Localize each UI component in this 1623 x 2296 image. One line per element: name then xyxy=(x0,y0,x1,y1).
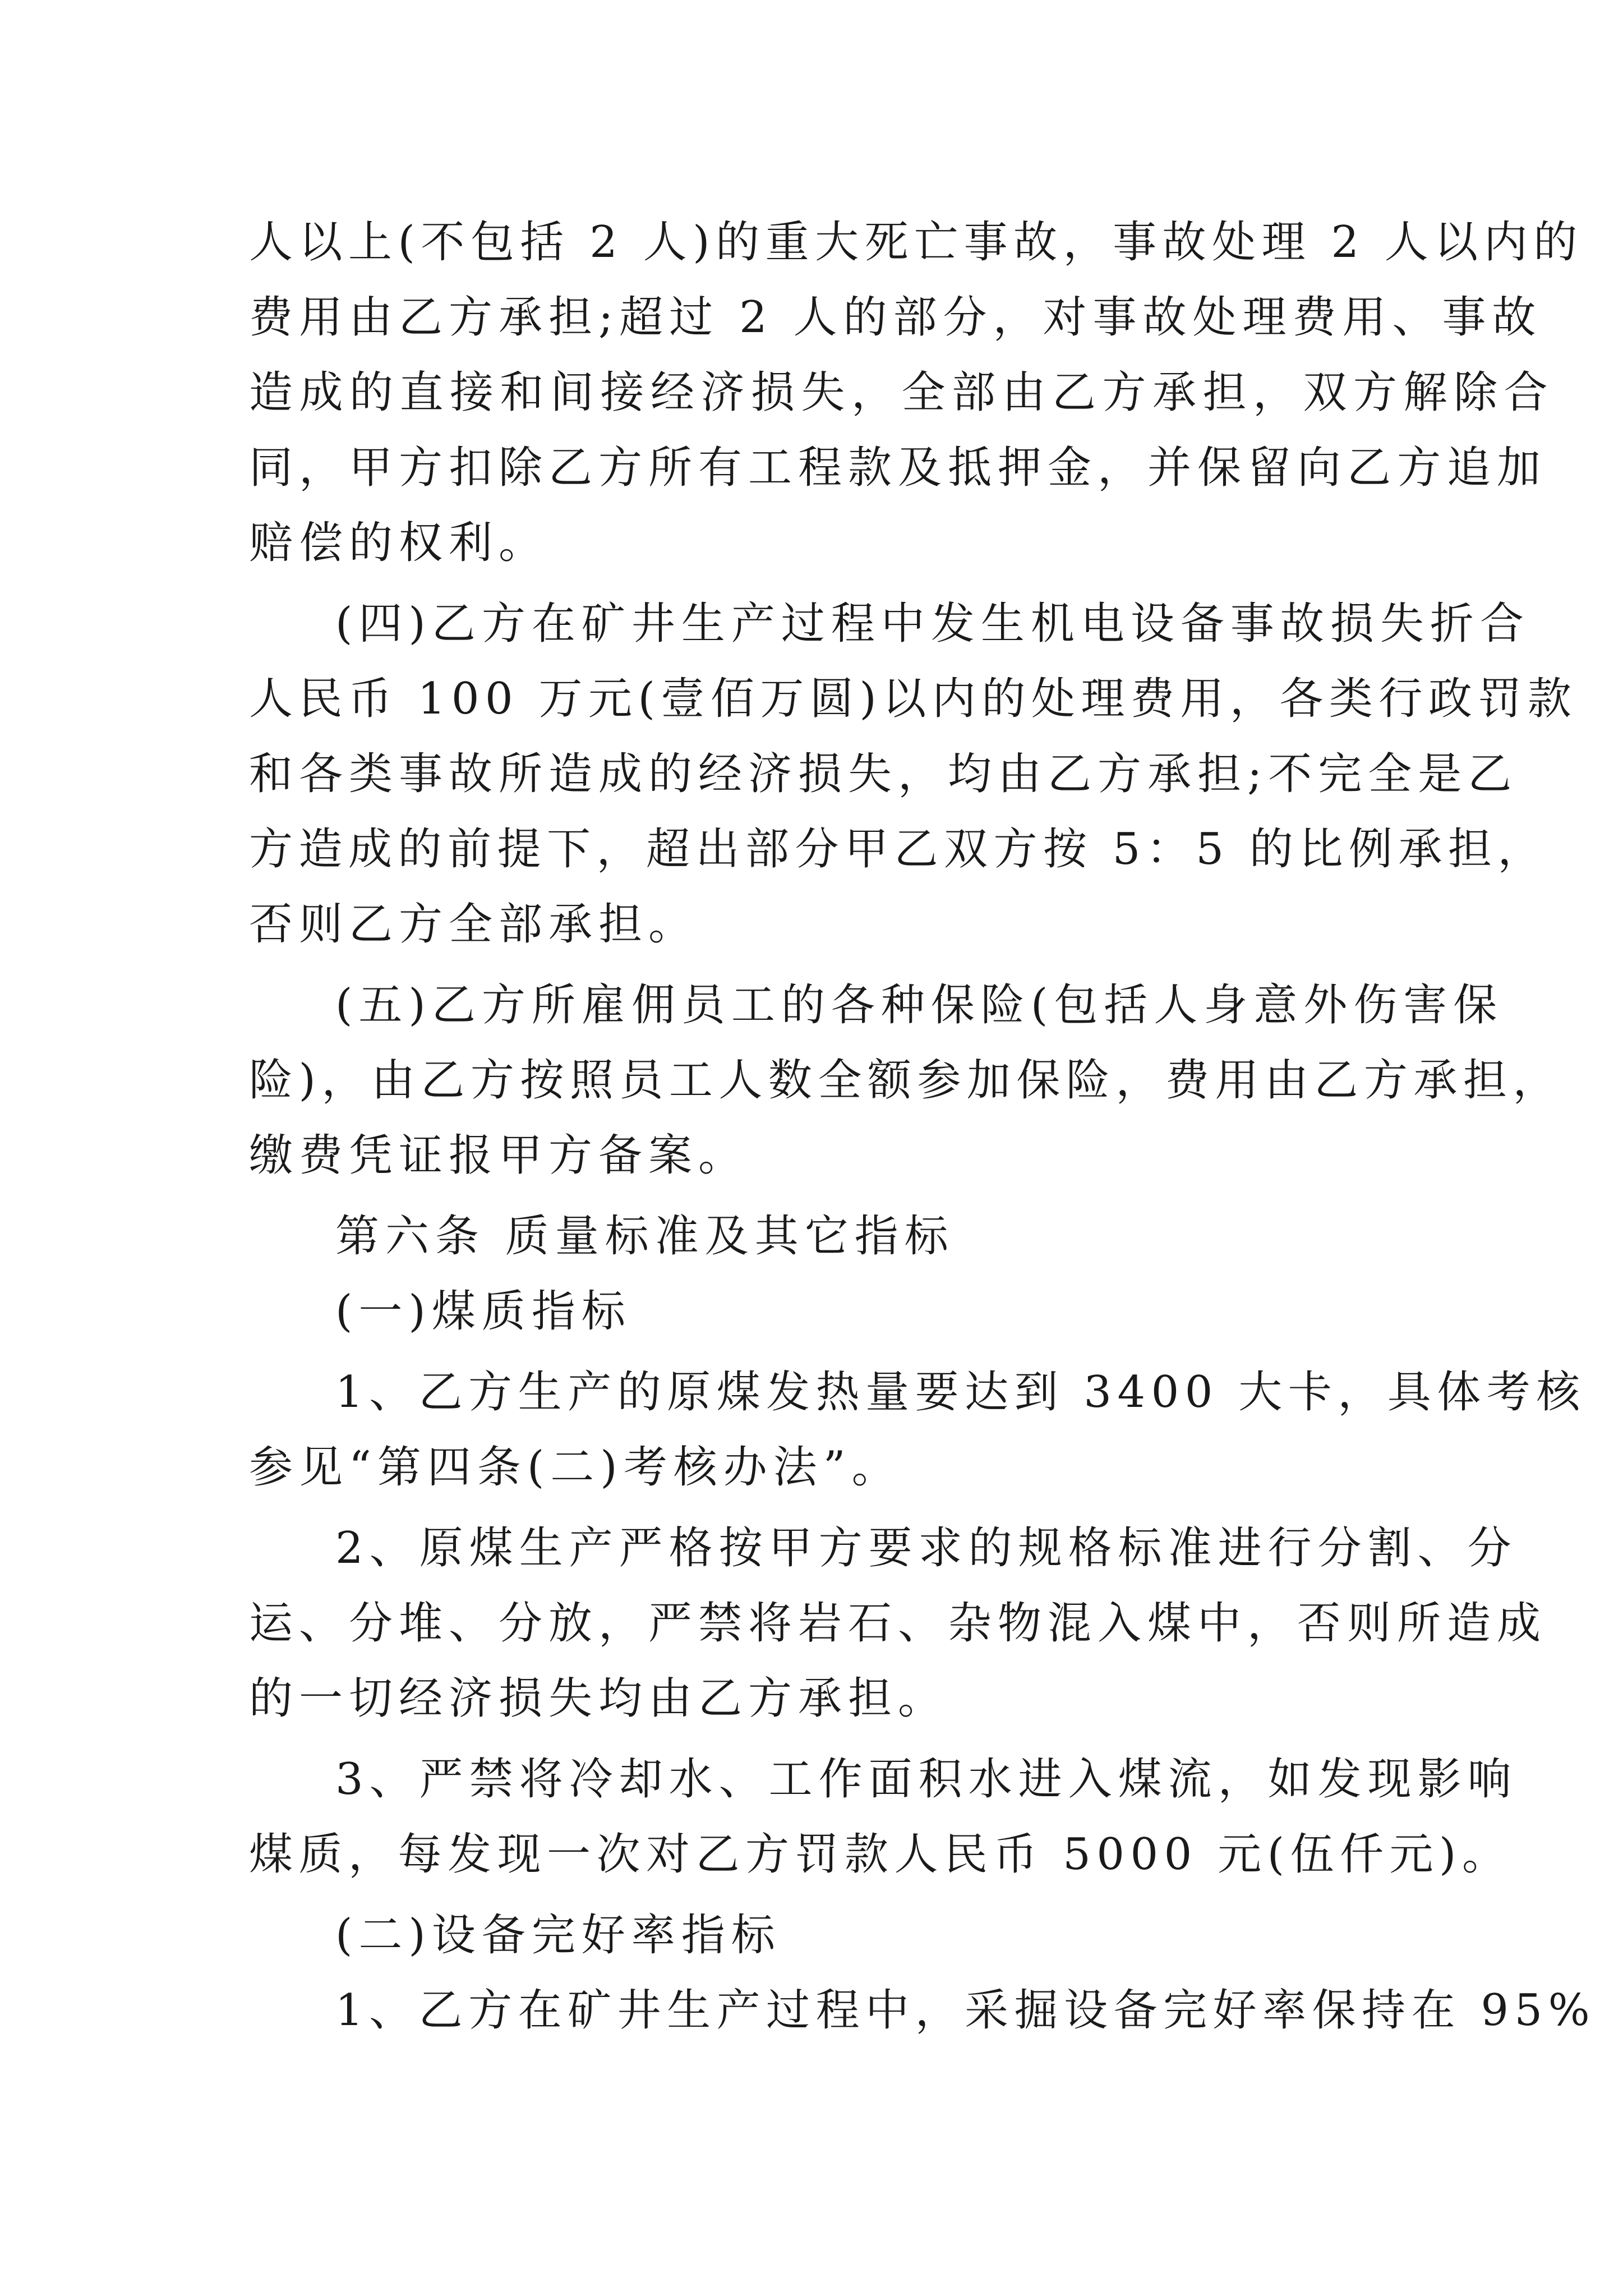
text-line: 人民币 100 万元(壹佰万圆)以内的处理费用，各类行政罚款 xyxy=(249,674,1578,724)
paragraph-start: (五)乙方所雇佣员工的各种保险(包括人身意外伤害保 xyxy=(335,980,1504,1030)
paragraph-start: 1、乙方在矿井生产过程中，采掘设备完好率保持在 95% xyxy=(335,1985,1596,2036)
text-line: 和各类事故所造成的经济损失，均由乙方承担;不完全是乙 xyxy=(249,749,1518,799)
text-line: 缴费凭证报甲方备案。 xyxy=(249,1130,749,1181)
paragraph-start: 2、原煤生产严格按甲方要求的规格标准进行分割、分 xyxy=(335,1523,1518,1573)
text-line: 费用由乙方承担;超过 2 人的部分，对事故处理费用、事故 xyxy=(249,292,1542,343)
text-line: 同，甲方扣除乙方所有工程款及抵押金，并保留向乙方追加 xyxy=(249,443,1547,493)
text-line: 的一切经济损失均由乙方承担。 xyxy=(249,1673,948,1724)
text-line: 否则乙方全部承担。 xyxy=(249,899,699,950)
text-line: 造成的直接和间接经济损失，全部由乙方承担，双方解除合 xyxy=(249,367,1555,418)
subsection-heading: (二)设备完好率指标 xyxy=(335,1910,781,1961)
paragraph-start: 1、乙方生产的原煤发热量要达到 3400 大卡，具体考核 xyxy=(335,1367,1586,1418)
text-line: 险)，由乙方按照员工人数全额参加保险，费用由乙方承担， xyxy=(249,1055,1562,1106)
paragraph-start: (四)乙方在矿井生产过程中发生机电设备事故损失折合 xyxy=(335,599,1530,649)
text-line: 人以上(不包括 2 人)的重大死亡事故，事故处理 2 人以内的 xyxy=(249,217,1583,268)
text-line: 煤质，每发现一次对乙方罚款人民币 5000 元(伍仟元)。 xyxy=(249,1829,1512,1880)
text-line: 赔偿的权利。 xyxy=(249,518,549,568)
section-heading: 第六条 质量标准及其它指标 xyxy=(335,1211,955,1262)
text-line: 参见“第四条(二)考核办法”。 xyxy=(249,1442,902,1493)
text-line: 方造成的前提下，超出部分甲乙双方按 5：5 的比例承担， xyxy=(249,824,1547,875)
text-line: 运、分堆、分放，严禁将岩石、杂物混入煤中，否则所造成 xyxy=(249,1598,1547,1649)
paragraph-start: 3、严禁将冷却水、工作面积水进入煤流，如发现影响 xyxy=(335,1754,1518,1805)
subsection-heading: (一)煤质指标 xyxy=(335,1286,631,1337)
